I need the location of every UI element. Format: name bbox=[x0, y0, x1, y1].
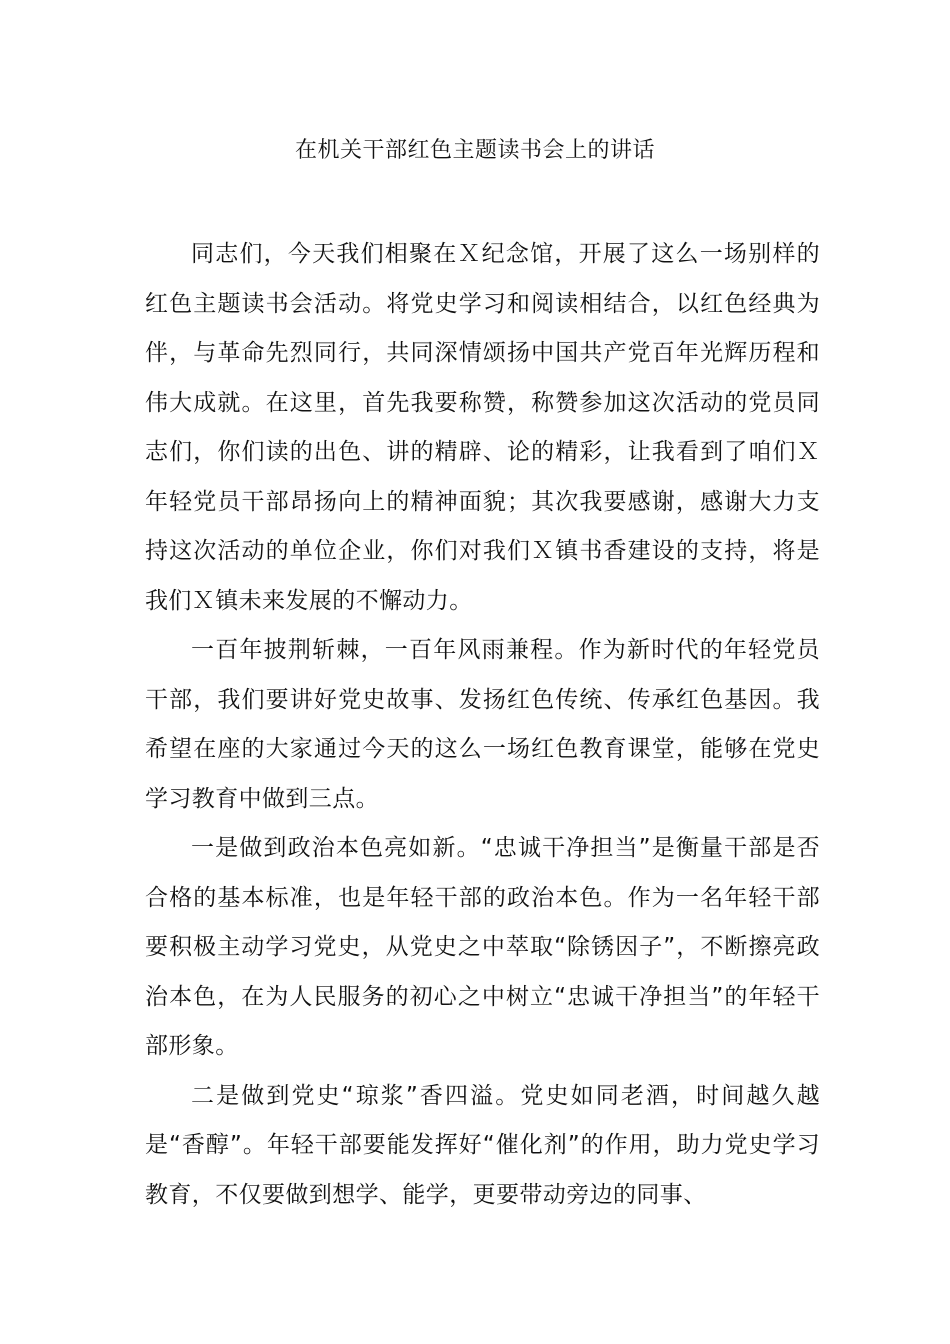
paragraph-2: 一百年披荆斩棘，一百年风雨兼程。作为新时代的年轻党员干部，我们要讲好党史故事、发扬红色传统、传承红色基因。我希望在座的大家通过今天的这么一场红色教育课堂，能够在党史学习教育中做到三点。 bbox=[145, 637, 820, 812]
paragraph-1: 同志们，今天我们相聚在Ｘ纪念馆，开展了这么一场别样的红色主题读书会活动。将党史学习和阅读相结合，以红色经典为伴，与革命先烈同行，共同深情颂扬中国共产党百年光辉历程和伟大成就。在这里，首先我要称赞，称赞参加这次活动的党员同志们，你们读的出色、讲的精辟、论的精彩，让我看到了咱们Ｘ年轻党员干部昂扬向上的精神面貌；其次我要感谢，感谢大力支持这次活动的单位企业，你们对我们Ｘ镇书香建设的支持，将是我们Ｘ镇未来发展的不懈动力。 bbox=[145, 241, 820, 614]
document-title: 在机关干部红色主题读书会上的讲话 bbox=[294, 138, 655, 163]
paragraph-4: 二是做到党史“琼浆”香四溢。党史如同老酒，时间越久越是“香醇”。年轻干部要能发挥好“催化剂”的作用，助力党史学习教育，不仅要做到想学、能学，更要带动旁边的同事、 bbox=[145, 1082, 820, 1208]
document-body bbox=[145, 230, 820, 1220]
paragraph-3: 一是做到政治本色亮如新。“忠诚干净担当”是衡量干部是否合格的基本标准，也是年轻干部的政治本色。作为一名年轻干部要积极主动学习党史，从党史之中萃取“除锈因子”，不断擦亮政治本色，在为人民服务的初心之中树立“忠诚干净担当”的年轻干部形象。 bbox=[145, 835, 820, 1059]
